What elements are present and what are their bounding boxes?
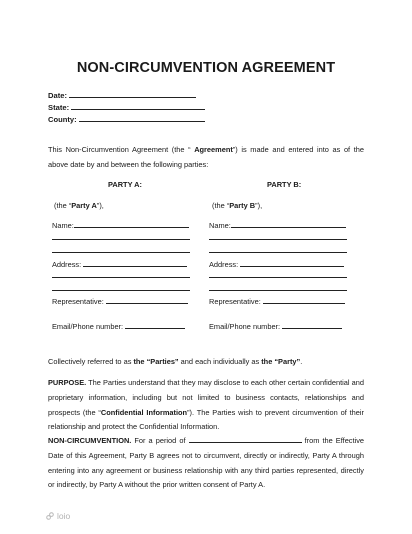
party-a-address-blank[interactable] bbox=[83, 259, 187, 267]
party-b-designation bbox=[212, 201, 350, 210]
county-field bbox=[48, 113, 205, 124]
brand-logo-icon bbox=[46, 512, 54, 520]
party-b-name-label: Name: bbox=[209, 221, 231, 230]
party-a-the-post: ”), bbox=[96, 201, 104, 210]
party-a-name-line-2[interactable] bbox=[52, 239, 190, 240]
state-label: State: bbox=[48, 103, 70, 112]
intro-text-start: This Non-Circumvention Agreement (the “ bbox=[48, 145, 195, 154]
intro-text-end: ”) is made and entered into as of the above date by and between the following parties: bbox=[48, 145, 364, 169]
party-a-address-field bbox=[52, 259, 190, 269]
party-a-term: Party A bbox=[71, 201, 97, 210]
date-blank[interactable] bbox=[69, 89, 196, 98]
purpose-heading: PURPOSE. bbox=[48, 378, 87, 387]
party-b-rep-field bbox=[209, 296, 347, 306]
purpose-confidential-term: Confidential Information bbox=[100, 407, 188, 417]
county-blank[interactable] bbox=[79, 113, 205, 122]
state-field bbox=[48, 101, 205, 112]
party-a-email-label: Email/Phone number: bbox=[52, 322, 124, 331]
party-b-rep-blank[interactable] bbox=[263, 296, 345, 304]
party-a-address-line-2[interactable] bbox=[52, 277, 190, 278]
purpose-text-1: The Parties understand that they may disclose to each other certain confidential and proprietary information, including but not limited to business contacts, relationships and prospects (the “ bbox=[48, 378, 364, 417]
party-b-email-blank[interactable] bbox=[282, 321, 342, 329]
party-b-name-line-3[interactable] bbox=[209, 252, 347, 253]
collective-paragraph bbox=[48, 355, 364, 370]
purpose-text-2: ”). The Parties wish to prevent circumvention of their relationship and protect the Confidential Information. bbox=[48, 407, 364, 432]
party-b-address-line-2[interactable] bbox=[209, 277, 347, 278]
county-label: County: bbox=[48, 115, 77, 124]
party-b-rep-label: Representative: bbox=[209, 297, 261, 306]
party-a-name-label: Name: bbox=[52, 221, 74, 230]
document-title: NON-CIRCUMVENTION AGREEMENT bbox=[76, 60, 336, 76]
party-b-name-field bbox=[209, 220, 347, 230]
intro-paragraph bbox=[48, 143, 364, 173]
collective-text-end: . bbox=[300, 357, 303, 366]
collective-text-start: Collectively referred to as bbox=[48, 357, 134, 366]
party-a-column bbox=[52, 180, 190, 350]
party-b-name-line-2[interactable] bbox=[209, 239, 347, 240]
date-label: Date: bbox=[48, 91, 67, 100]
period-blank[interactable] bbox=[189, 434, 302, 443]
date-field bbox=[48, 89, 196, 100]
party-a-name-line-3[interactable] bbox=[52, 252, 190, 253]
party-b-address-blank[interactable] bbox=[240, 259, 344, 267]
state-blank[interactable] bbox=[71, 101, 205, 110]
collective-party-term: the “Party” bbox=[261, 357, 301, 366]
party-b-email-label: Email/Phone number: bbox=[209, 322, 281, 331]
purpose-section bbox=[48, 376, 364, 435]
party-a-address-line-3[interactable] bbox=[52, 290, 190, 291]
brand-logo bbox=[46, 511, 70, 521]
party-b-name-blank[interactable] bbox=[231, 220, 346, 228]
noncircumvention-text-1: For a period of bbox=[131, 436, 189, 445]
party-a-name-blank[interactable] bbox=[74, 220, 189, 228]
brand-logo-text: loio bbox=[57, 511, 71, 521]
party-a-the-pre: (the “ bbox=[54, 201, 72, 210]
intro-agreement-term: Agreement bbox=[194, 145, 233, 154]
party-a-rep-blank[interactable] bbox=[106, 296, 188, 304]
party-a-rep-field bbox=[52, 296, 190, 306]
party-b-email-field bbox=[209, 321, 347, 331]
party-a-address-label: Address: bbox=[52, 260, 82, 269]
party-b-the-post: ”), bbox=[255, 201, 263, 210]
party-a-email-blank[interactable] bbox=[125, 321, 185, 329]
noncircumvention-section bbox=[48, 434, 364, 493]
party-b-address-field bbox=[209, 259, 347, 269]
party-b-heading: PARTY B: bbox=[267, 180, 302, 189]
party-a-email-field bbox=[52, 321, 190, 331]
party-b-the-pre: (the “ bbox=[212, 201, 230, 210]
party-b-address-line-3[interactable] bbox=[209, 290, 347, 291]
collective-parties-term: the “Parties” bbox=[133, 357, 179, 366]
party-b-address-label: Address: bbox=[209, 260, 239, 269]
party-a-rep-label: Representative: bbox=[52, 297, 104, 306]
noncircumvention-text-2: from the Effective Date of this Agreement, Party B agrees not to circumvent, directly or indirectly, Party A through entering into any agreement or business relationship with any third parties represented, directly or indirectly, by Party A without the prior written consent of Party A. bbox=[48, 436, 364, 490]
party-a-designation bbox=[54, 201, 192, 210]
party-b-column bbox=[209, 180, 347, 350]
party-a-heading: PARTY A: bbox=[108, 180, 142, 189]
party-a-name-field bbox=[52, 220, 190, 230]
collective-text-mid: and each individually as bbox=[178, 357, 262, 366]
noncircumvention-heading: NON-CIRCUMVENTION. bbox=[48, 436, 132, 445]
party-b-term: Party B bbox=[229, 201, 256, 210]
